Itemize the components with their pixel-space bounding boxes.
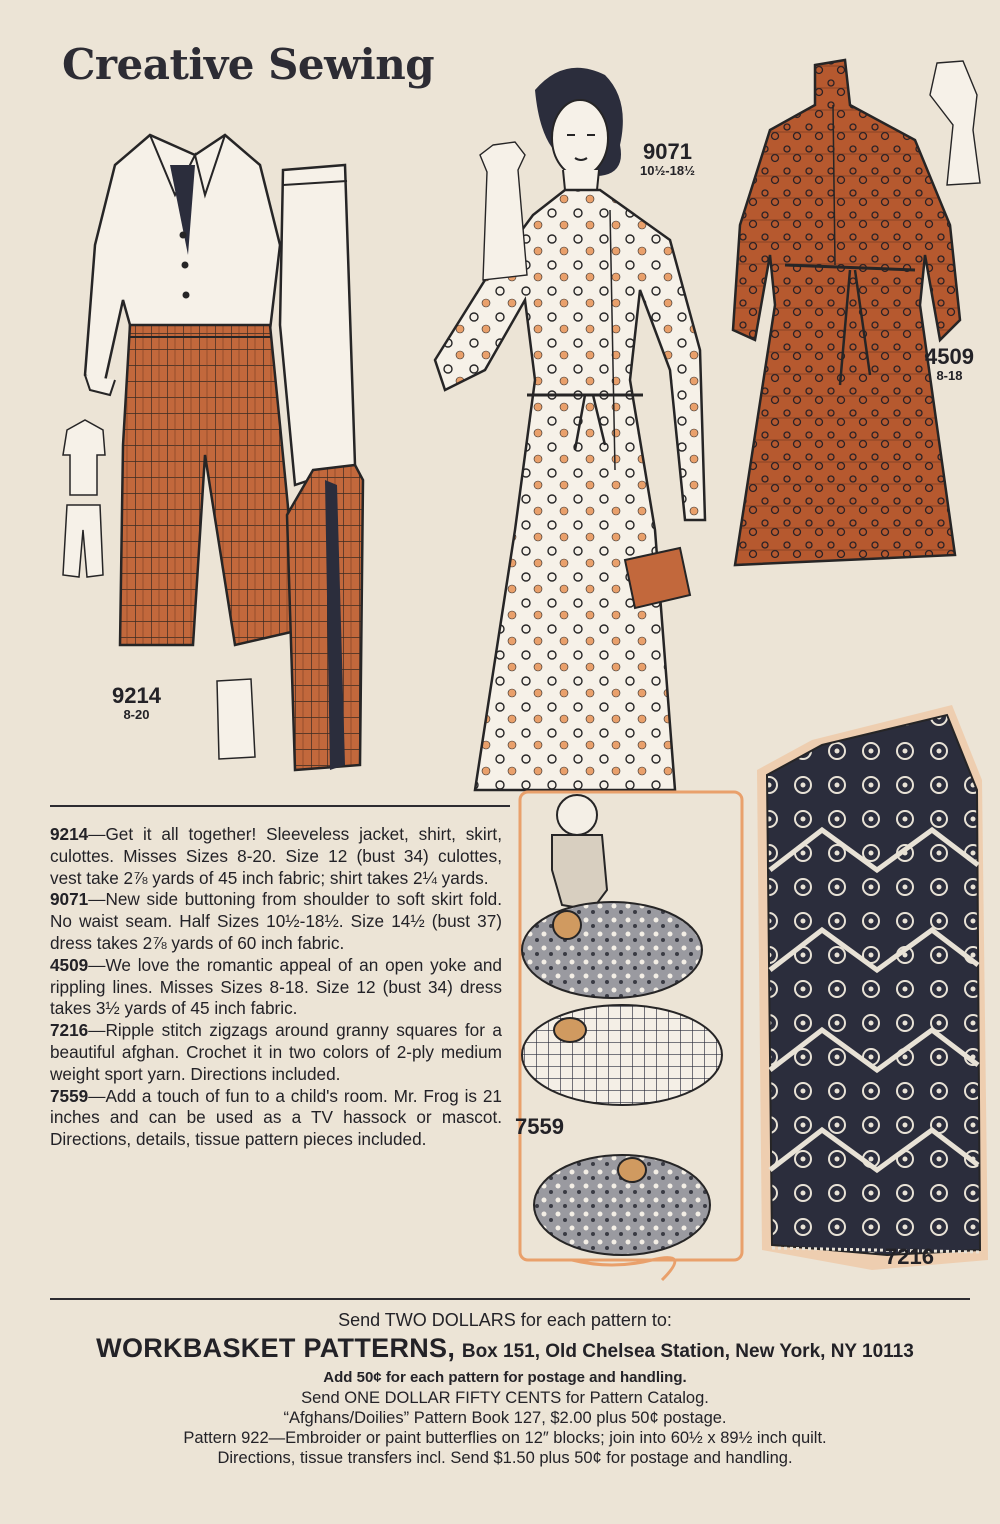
pattern-number: 7559 xyxy=(515,1114,564,1139)
pattern-4509-illustration xyxy=(715,55,990,595)
catalog-line: Send ONE DOLLAR FIFTY CENTS for Pattern Catalog. xyxy=(301,1389,709,1407)
pattern-9214-label xyxy=(112,684,161,722)
pattern-9071-label xyxy=(640,140,695,178)
directions-line: Directions, tissue transfers incl. Send $1.50 plus 50¢ for postage and handling. xyxy=(217,1449,793,1467)
description-9214: 9214—Get it all together! Sleeveless jacket, shirt, skirt, culottes. Misses Sizes 8-20. Size 12 (bust 34) culottes, vest take 2⅞ yards of 45 inch fabric; shirt takes 2¼ yards. xyxy=(50,824,502,888)
section-divider xyxy=(50,805,510,807)
send-dollars-line: Send TWO DOLLARS for each pattern to: xyxy=(338,1310,672,1330)
pattern-number: 7216 xyxy=(885,1244,934,1269)
postage-line: Add 50¢ for each pattern for postage and handling. xyxy=(323,1369,687,1386)
company-name: WORKBASKET PATTERNS, xyxy=(96,1333,456,1363)
pattern-descriptions xyxy=(50,824,502,1151)
company-address: Box 151, Old Chelsea Station, New York, NY 10113 xyxy=(461,1341,914,1362)
description-7216: 7216—Ripple stitch zigzags around granny squares for a beautiful afghan. Crochet it in two colors of 2-ply medium weight sport yarn. Directions included. xyxy=(50,1020,502,1084)
description-9071: 9071—New side buttoning from shoulder to soft skirt fold. No waist seam. Half Sizes 10½-18½. Size 14½ (bust 37) dress takes 2⅞ yards of 60 inch fabric. xyxy=(50,889,502,953)
page-title: Creative Sewing xyxy=(62,40,435,89)
pattern-7559-label xyxy=(515,1115,564,1139)
ordering-info xyxy=(40,1308,970,1469)
pattern-number: 9214 xyxy=(112,683,161,708)
mailing-address xyxy=(40,1332,970,1368)
pattern-7216-illustration xyxy=(752,700,992,1290)
pattern-7216-label xyxy=(885,1245,934,1269)
pattern-9214-illustration xyxy=(55,125,375,775)
pattern-4509-label xyxy=(925,345,974,383)
description-4509: 4509—We love the romantic appeal of an open yoke and rippling lines. Misses Sizes 8-18. Size 12 (bust 34) dress takes 3½ yards of 45 inch fabric. xyxy=(50,954,502,1019)
pattern-number: 4509 xyxy=(925,344,974,369)
pattern-sizes: 8-18 xyxy=(936,368,963,384)
pattern-922-line: Pattern 922—Embroider or paint butterflies on 12″ blocks; join into 60½ x 89½ inch quilt. xyxy=(183,1429,827,1447)
pattern-sizes: 8-20 xyxy=(123,707,150,723)
pattern-book-line: “Afghans/Doilies” Pattern Book 127, $2.00 plus 50¢ postage. xyxy=(283,1409,727,1427)
description-7559: 7559—Add a touch of fun to a child's room. Mr. Frog is 21 inches and can be used as a TV hassock or mascot. Directions, details, tissue pattern pieces included. xyxy=(50,1085,502,1150)
footer-divider xyxy=(50,1298,970,1300)
pattern-number: 9071 xyxy=(642,139,692,164)
pattern-sizes: 10½-18½ xyxy=(640,163,695,179)
pattern-7559-illustration xyxy=(512,790,762,1285)
